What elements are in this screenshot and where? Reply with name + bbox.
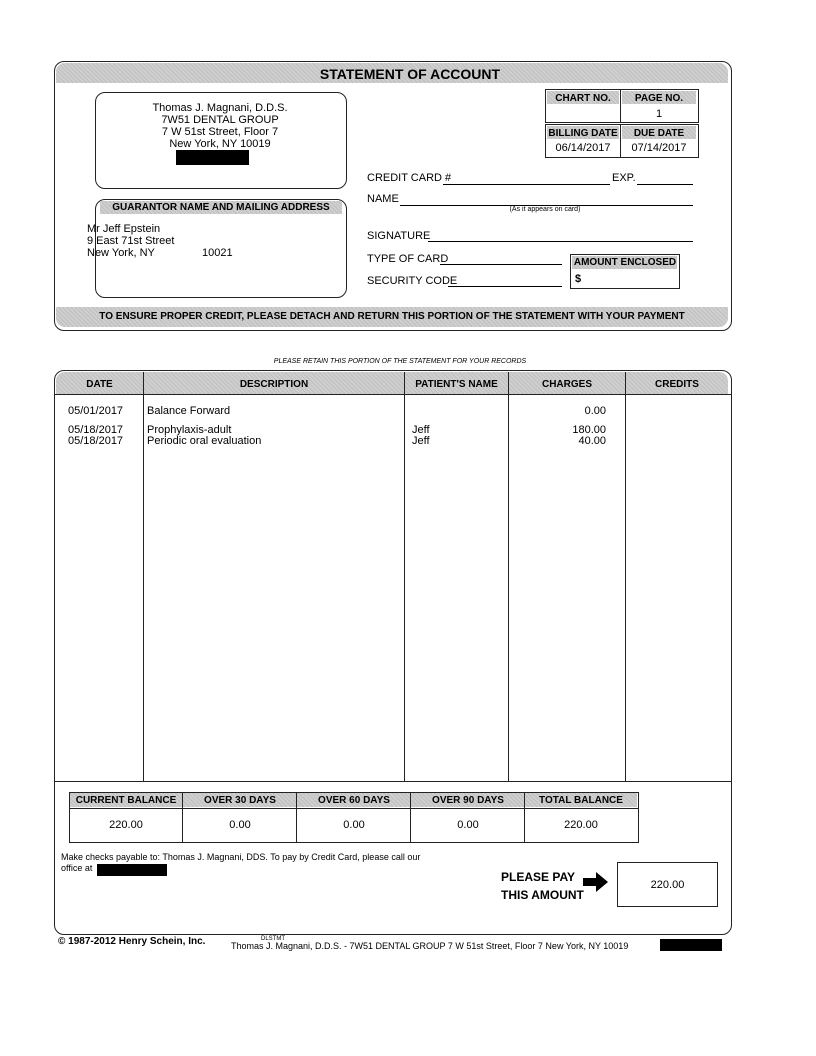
row-description: Prophylaxis-adult: [147, 424, 232, 436]
credit-card-label: CREDIT CARD #: [367, 172, 452, 184]
page-no-label: PAGE NO.: [634, 93, 684, 104]
redaction-block: [176, 150, 249, 165]
over-60-label: OVER 60 DAYS: [318, 795, 390, 806]
footer-provider-line: Thomas J. Magnani, D.D.S. - 7W51 DENTAL GROUP 7 W 51st Street, Floor 7 New York, NY 10019: [231, 941, 629, 951]
guarantor-name: Mr Jeff Epstein: [87, 223, 161, 235]
ledger-section: [54, 370, 732, 935]
header-credits: CREDITS: [655, 379, 699, 390]
current-balance-value: 220.00: [109, 819, 143, 831]
redaction-block: [660, 939, 722, 951]
due-date-value: 07/14/2017: [631, 142, 687, 154]
please-pay-amount: 220.00: [650, 879, 685, 891]
as-appears-note: (As it appears on card): [509, 206, 581, 213]
over-30-value: 0.00: [229, 819, 251, 831]
page-no-value: 1: [655, 108, 663, 120]
guarantor-zip: 10021: [202, 247, 233, 259]
exp-label: EXP.: [612, 172, 636, 184]
row-charges: 180.00: [572, 424, 606, 436]
type-of-card-field[interactable]: [440, 264, 562, 265]
detach-note: TO ENSURE PROPER CREDIT, PLEASE DETACH AND RETURN THIS PORTION OF THE STATEMENT WITH YOUR PAYMENT: [99, 311, 685, 322]
payment-note: Make checks payable to: Thomas J. Magnani, DDS. To pay by Credit Card, please call our: [61, 852, 421, 862]
due-date-label: DUE DATE: [633, 128, 685, 139]
billing-date-label: BILLING DATE: [548, 128, 618, 139]
guarantor-street: 9 East 71st Street: [87, 235, 175, 247]
please-pay-label: PLEASE PAY: [501, 870, 576, 884]
amount-enclosed-field[interactable]: $: [575, 273, 582, 285]
chart-no-label: CHART NO.: [555, 93, 611, 104]
table-row: [56, 405, 728, 417]
billing-date-value: 06/14/2017: [555, 142, 611, 154]
row-date: 05/18/2017: [68, 435, 124, 447]
credit-card-field[interactable]: [443, 184, 610, 185]
signature-label: SIGNATURE: [367, 230, 431, 242]
provider-name: Thomas J. Magnani, D.D.S.: [152, 102, 288, 114]
over-60-value: 0.00: [343, 819, 365, 831]
name-label: NAME: [367, 193, 399, 205]
header-date: DATE: [86, 379, 113, 390]
please-pay-label-2: THIS AMOUNT: [501, 888, 584, 902]
row-description: Balance Forward: [147, 405, 231, 417]
payment-note-office: office at: [61, 863, 93, 873]
row-patient: Jeff: [412, 435, 430, 447]
arrow-right-icon: [583, 871, 609, 893]
header-description: DESCRIPTION: [239, 379, 309, 390]
row-description: Periodic oral evaluation: [147, 435, 262, 447]
over-90-value: 0.00: [457, 819, 479, 831]
provider-city: New York, NY 10019: [169, 138, 271, 150]
over-90-label: OVER 90 DAYS: [432, 795, 504, 806]
retain-note: PLEASE RETAIN THIS PORTION OF THE STATEMENT FOR YOUR RECORDS: [273, 358, 527, 365]
row-charges: 40.00: [578, 435, 606, 447]
copyright: © 1987-2012 Henry Schein, Inc.: [58, 936, 206, 947]
table-row: [56, 435, 728, 447]
total-balance-label: TOTAL BALANCE: [539, 795, 623, 806]
row-date: 05/18/2017: [68, 424, 124, 436]
redaction-block: [97, 864, 167, 876]
row-date: 05/01/2017: [68, 405, 124, 417]
over-30-label: OVER 30 DAYS: [204, 795, 276, 806]
provider-street: 7 W 51st Street, Floor 7: [161, 126, 279, 138]
security-code-field[interactable]: [448, 286, 562, 287]
form-code: DLSTMT: [261, 936, 285, 942]
exp-field[interactable]: [637, 184, 693, 185]
statement-title: STATEMENT OF ACCOUNT: [319, 66, 501, 82]
row-charges: 0.00: [584, 405, 606, 417]
provider-group: 7W51 DENTAL GROUP: [161, 114, 279, 126]
row-patient: Jeff: [412, 424, 430, 436]
security-code-label: SECURITY CODE: [367, 275, 458, 287]
signature-field[interactable]: [428, 241, 693, 242]
total-balance-value: 220.00: [564, 819, 598, 831]
amount-enclosed-label: AMOUNT ENCLOSED: [573, 257, 677, 268]
header-charges: CHARGES: [541, 379, 592, 390]
guarantor-city: New York, NY: [87, 247, 155, 259]
current-balance-label: CURRENT BALANCE: [75, 795, 177, 806]
type-of-card-label: TYPE OF CARD: [367, 253, 449, 265]
guarantor-label: GUARANTOR NAME AND MAILING ADDRESS: [112, 202, 330, 213]
header-patient-name: PATIENT'S NAME: [415, 379, 498, 390]
